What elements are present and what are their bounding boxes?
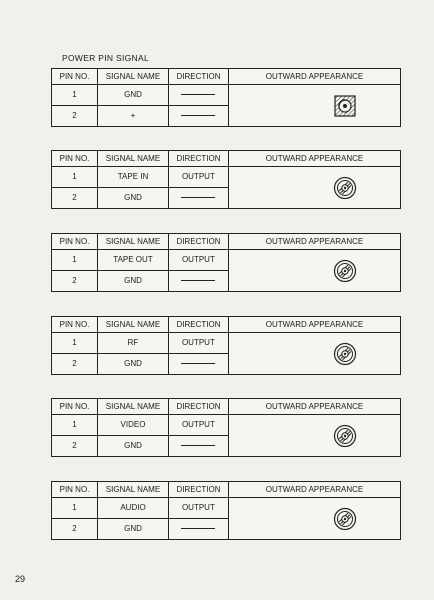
outward-appearance-header: OUTWARD APPEARANCE bbox=[265, 72, 364, 81]
signal-name-header: SIGNAL NAME bbox=[98, 399, 169, 414]
pin-number: 1 bbox=[52, 250, 98, 270]
tape-in-pin-table bbox=[51, 150, 401, 209]
table-row bbox=[52, 498, 228, 519]
signal-name: TAPE OUT bbox=[98, 250, 169, 270]
direction-header: DIRECTION bbox=[169, 69, 229, 84]
table-header bbox=[52, 317, 400, 333]
table-row bbox=[52, 354, 228, 374]
signal-name: GND bbox=[98, 271, 169, 291]
table-header bbox=[52, 234, 400, 250]
pin-number: 2 bbox=[52, 188, 98, 208]
direction-header: DIRECTION bbox=[169, 399, 229, 414]
direction: OUTPUT bbox=[181, 503, 215, 512]
signal-name: + bbox=[98, 106, 169, 126]
signal-name: GND bbox=[98, 354, 169, 374]
direction: OUTPUT bbox=[181, 338, 215, 347]
direction-none bbox=[169, 106, 228, 126]
direction-none bbox=[169, 85, 228, 105]
power-pin-table bbox=[51, 68, 401, 127]
direction-none bbox=[169, 519, 228, 539]
signal-name: RF bbox=[98, 333, 169, 353]
pin-no-header: PIN NO. bbox=[52, 69, 98, 84]
rca-jack-icon bbox=[333, 507, 357, 531]
pin-number: 1 bbox=[52, 333, 98, 353]
table-row bbox=[52, 333, 228, 354]
direction-header: DIRECTION bbox=[169, 482, 229, 497]
outward-appearance-header: OUTWARD APPEARANCE bbox=[265, 154, 364, 163]
signal-name-header: SIGNAL NAME bbox=[98, 317, 169, 332]
pin-number: 2 bbox=[52, 106, 98, 126]
direction-none bbox=[169, 271, 228, 291]
table-row bbox=[52, 85, 228, 106]
page-title: POWER PIN SIGNAL bbox=[62, 53, 149, 63]
pin-no-header: PIN NO. bbox=[52, 317, 98, 332]
table-row bbox=[52, 271, 228, 291]
pin-number: 2 bbox=[52, 519, 98, 539]
rca-jack-icon bbox=[333, 424, 357, 448]
table-row bbox=[52, 436, 228, 456]
rca-jack-icon bbox=[333, 342, 357, 366]
pin-no-header: PIN NO. bbox=[52, 482, 98, 497]
signal-name-header: SIGNAL NAME bbox=[98, 69, 169, 84]
pin-number: 2 bbox=[52, 354, 98, 374]
direction-header: DIRECTION bbox=[169, 317, 229, 332]
direction: OUTPUT bbox=[181, 255, 215, 264]
table-row bbox=[52, 250, 228, 271]
direction-header: DIRECTION bbox=[169, 234, 229, 249]
pin-number: 1 bbox=[52, 167, 98, 187]
outward-appearance-header: OUTWARD APPEARANCE bbox=[265, 485, 364, 494]
dc-power-jack-icon bbox=[334, 95, 356, 117]
signal-name-header: SIGNAL NAME bbox=[98, 151, 169, 166]
pin-number: 2 bbox=[52, 271, 98, 291]
page-number: 29 bbox=[15, 574, 26, 584]
outward-appearance-header: OUTWARD APPEARANCE bbox=[265, 237, 364, 246]
outward-appearance bbox=[229, 250, 400, 291]
signal-name: GND bbox=[98, 188, 169, 208]
direction: OUTPUT bbox=[181, 420, 215, 429]
pin-no-header: PIN NO. bbox=[52, 151, 98, 166]
table-header bbox=[52, 482, 400, 498]
signal-name: TAPE IN bbox=[98, 167, 169, 187]
signal-name: GND bbox=[98, 436, 169, 456]
table-row bbox=[52, 415, 228, 436]
signal-name: VIDEO bbox=[98, 415, 169, 435]
table-header bbox=[52, 399, 400, 415]
direction-none bbox=[169, 188, 228, 208]
video-pin-table bbox=[51, 398, 401, 457]
outward-appearance bbox=[229, 333, 400, 374]
pin-no-header: PIN NO. bbox=[52, 234, 98, 249]
direction-header: DIRECTION bbox=[169, 151, 229, 166]
direction-none bbox=[169, 436, 228, 456]
table-row bbox=[52, 106, 228, 126]
pin-no-header: PIN NO. bbox=[52, 399, 98, 414]
signal-name: AUDIO bbox=[98, 498, 169, 518]
table-header bbox=[52, 69, 400, 85]
rf-pin-table bbox=[51, 316, 401, 375]
direction-none bbox=[169, 354, 228, 374]
outward-appearance-header: OUTWARD APPEARANCE bbox=[265, 402, 364, 411]
signal-name-header: SIGNAL NAME bbox=[98, 482, 169, 497]
pin-number: 1 bbox=[52, 85, 98, 105]
audio-pin-table bbox=[51, 481, 401, 540]
outward-appearance-header: OUTWARD APPEARANCE bbox=[265, 320, 364, 329]
pin-number: 1 bbox=[52, 415, 98, 435]
table-row bbox=[52, 188, 228, 208]
table-row bbox=[52, 519, 228, 539]
table-header bbox=[52, 151, 400, 167]
outward-appearance bbox=[229, 85, 400, 126]
rca-jack-icon bbox=[333, 259, 357, 283]
signal-name: GND bbox=[98, 85, 169, 105]
table-row bbox=[52, 167, 228, 188]
direction: OUTPUT bbox=[181, 172, 215, 181]
pin-number: 1 bbox=[52, 498, 98, 518]
outward-appearance bbox=[229, 167, 400, 208]
signal-name-header: SIGNAL NAME bbox=[98, 234, 169, 249]
rca-jack-icon bbox=[333, 176, 357, 200]
outward-appearance bbox=[229, 415, 400, 456]
outward-appearance bbox=[229, 498, 400, 539]
signal-name: GND bbox=[98, 519, 169, 539]
tape-out-pin-table bbox=[51, 233, 401, 292]
pin-number: 2 bbox=[52, 436, 98, 456]
